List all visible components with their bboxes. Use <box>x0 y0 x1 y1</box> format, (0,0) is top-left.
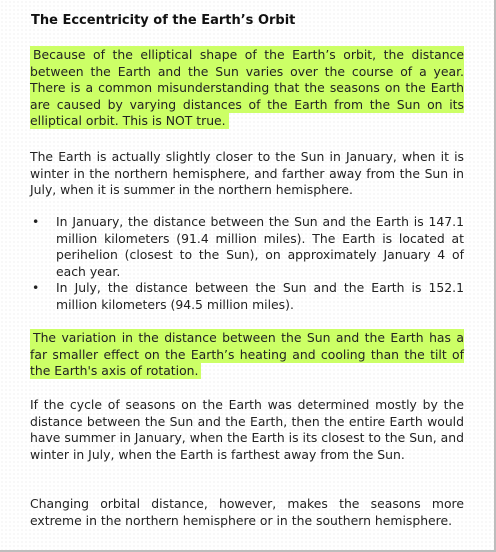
page-title: The Eccentricity of the Earth’s Orbit <box>31 13 296 28</box>
distance-bullet-list <box>30 214 464 314</box>
paragraph-elliptical-orbit <box>30 47 464 130</box>
highlight-tilt: The variation in the distance between the Sun and the Earth has a far smaller effect on the Earth’s heating and cooling than the tilt of the Earth's axis of rotation. <box>30 330 464 379</box>
paragraph-orbital-distance: Changing orbital distance, however, makes the seasons more extreme in the northern hemisphere or in the southern hemisphere. <box>30 496 464 528</box>
paragraph-closer-in-january: The Earth is actually slightly closer to the Sun in January, when it is winter in the northern hemisphere, and farther away from the Sun in July, when it is summer in the northern hemisphere. <box>30 149 464 198</box>
list-item-january <box>30 214 464 280</box>
bullet-icon: • <box>32 280 40 296</box>
list-item-text: In January, the distance between the Sun and the Earth is 147.1 million kilometers (91.4 million miles). The Earth is located at perihelion (closest to the Sun), on approximately January 4 of each year. <box>56 214 464 279</box>
list-item-july <box>30 280 464 313</box>
paragraph-hypothetical-cycle: If the cycle of seasons on the Earth was determined mostly by the distance between the Sun and the Earth, then the entire Earth would have summer in January, when the Earth is its closest to the Sun, and winter in July, when the Earth is farthest away from the Sun. <box>30 397 464 462</box>
list-item-text: In July, the distance between the Sun and the Earth is 152.1 million kilometers (94.5 million miles). <box>56 280 464 312</box>
highlight-misconception: Because of the elliptical shape of the Earth’s orbit, the distance between the Earth and the Sun varies over the course of a year. There is a common misunderstanding that the seasons on the Earth are caused by varying distances of the Earth from the Sun on its elliptical orbit. This is NOT true. <box>30 47 464 129</box>
bullet-icon: • <box>32 214 40 229</box>
paragraph-tilt-effect <box>30 330 464 380</box>
